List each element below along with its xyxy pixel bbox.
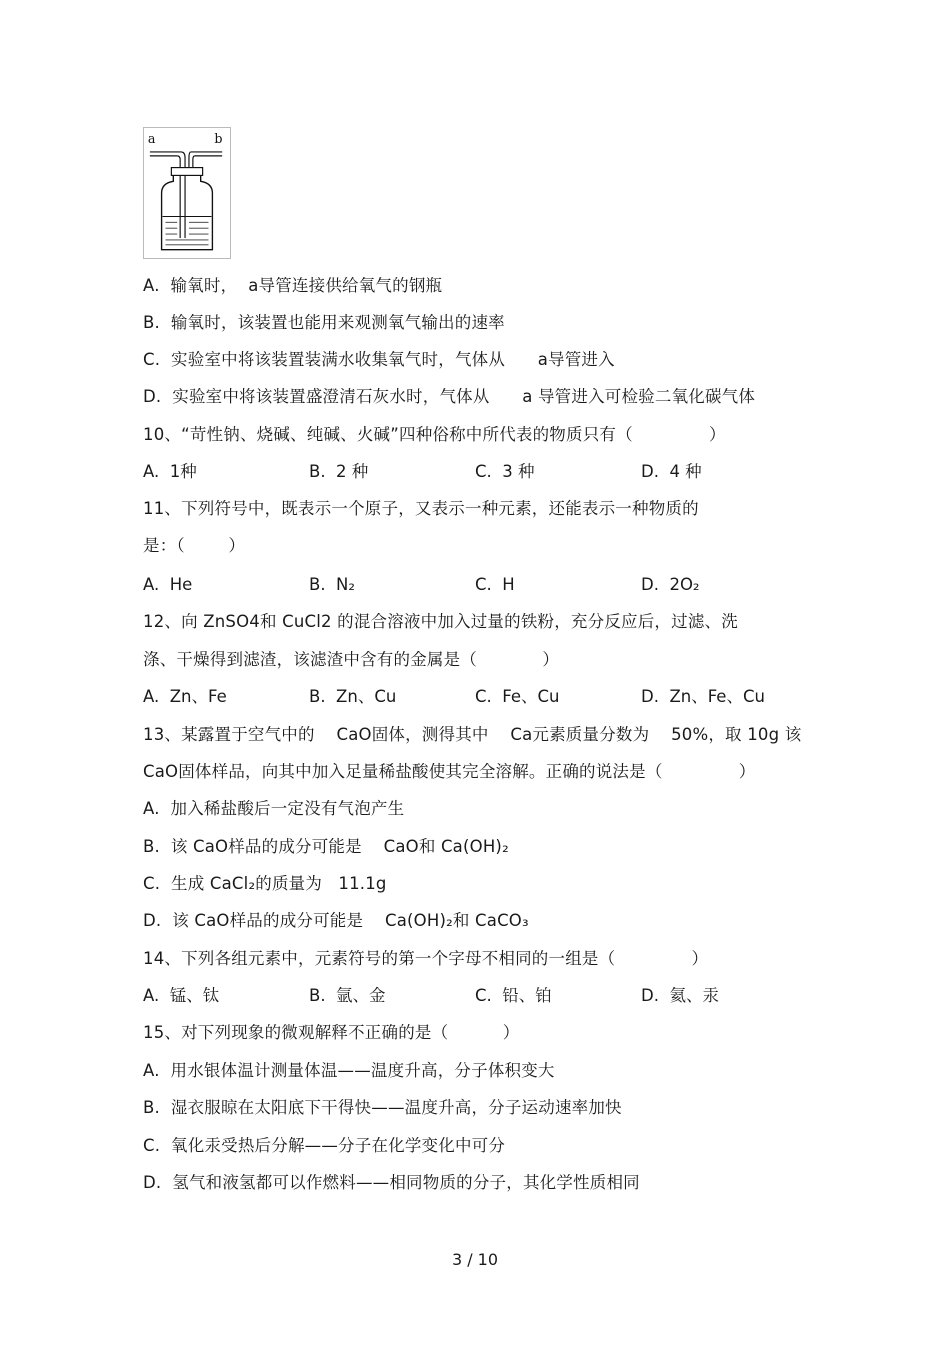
q14-option-d: D. 氦、汞 [641, 986, 719, 1005]
q14-option-b: B. 氩、金 [309, 986, 386, 1005]
q13-stem-line1: 13、某露置于空气中的 CaO固体，测得其中 Ca元素质量分数为 50%，取 10g 该 [143, 725, 802, 744]
q12-stem-line2: 涤、干燥得到滤渣，该滤渣中含有的金属是（ ） [143, 650, 560, 669]
q10-option-d: D. 4 种 [641, 462, 702, 481]
q15-option-b: B. 湿衣服晾在太阳底下干得快——温度升高，分子运动速率加快 [143, 1098, 622, 1117]
page-number: 3 / 10 [451, 1250, 499, 1269]
gas-bottle-diagram [144, 128, 230, 258]
q12-option-b: B. Zn、Cu [309, 687, 397, 706]
q9-option-a: A. 输氧时， a导管连接供给氧气的钢瓶 [143, 276, 443, 295]
q12-option-a: A. Zn、Fe [143, 687, 227, 706]
q11-option-a: A. He [143, 575, 193, 594]
q12-option-c: C. Fe、Cu [475, 687, 560, 706]
q9-option-d: D. 实验室中将该装置盛澄清石灰水时，气体从 a 导管进入可检验二氧化碳气体 [143, 387, 756, 406]
gas-bottle-figure [143, 127, 231, 259]
q12-option-d: D. Zn、Fe、Cu [641, 687, 765, 706]
q13-option-a: A. 加入稀盐酸后一定没有气泡产生 [143, 799, 405, 818]
q10-options [143, 461, 823, 483]
q12-stem-line1: 12、向 ZnSO4和 CuCl2 的混合溶液中加入过量的铁粉，充分反应后，过滤、洗 [143, 612, 738, 631]
q15-option-a: A. 用水银体温计测量体温——温度升高，分子体积变大 [143, 1061, 555, 1080]
q13-option-b: B. 该 CaO样品的成分可能是 CaO和 Ca(OH)₂ [143, 837, 509, 856]
q15-stem: 15、对下列现象的微观解释不正确的是（ ） [143, 1023, 520, 1042]
q11-stem-line1: 11、下列符号中，既表示一个原子，又表示一种元素，还能表示一种物质的 [143, 499, 699, 518]
q10-option-a: A. 1种 [143, 462, 197, 481]
label-b: b [214, 131, 223, 147]
q9-option-b: B. 输氧时，该装置也能用来观测氧气输出的速率 [143, 313, 505, 332]
q11-options [143, 574, 823, 596]
q10-stem: 10、“苛性钠、烧碱、纯碱、火碱”四种俗称中所代表的物质只有（ ） [143, 425, 726, 444]
q14-option-a: A. 锰、钛 [143, 986, 220, 1005]
q14-option-c: C. 铅、铂 [475, 986, 552, 1005]
q14-stem: 14、下列各组元素中，元素符号的第一个字母不相同的一组是（ ） [143, 949, 709, 968]
q11-option-b: B. N₂ [309, 575, 356, 594]
q10-option-c: C. 3 种 [475, 462, 535, 481]
q14-options [143, 985, 823, 1007]
q12-options [143, 686, 823, 708]
q11-stem-line2: 是：（ ） [143, 536, 246, 555]
q15-option-d: D. 氢气和液氢都可以作燃料——相同物质的分子，其化学性质相同 [143, 1173, 640, 1192]
q11-option-c: C. H [475, 575, 515, 594]
q13-option-d: D. 该 CaO样品的成分可能是 Ca(OH)₂和 CaCO₃ [143, 911, 529, 930]
q13-stem-line2: CaO固体样品，向其中加入足量稀盐酸使其完全溶解。正确的说法是（ ） [143, 762, 756, 781]
q15-option-c: C. 氧化汞受热后分解——分子在化学变化中可分 [143, 1136, 506, 1155]
q13-option-c: C. 生成 CaCl₂的质量为 11.1g [143, 874, 387, 893]
q10-option-b: B. 2 种 [309, 462, 369, 481]
q11-option-d: D. 2O₂ [641, 575, 700, 594]
label-a: a [147, 131, 156, 147]
q9-option-c: C. 实验室中将该装置装满水收集氧气时，气体从 a导管进入 [143, 350, 615, 369]
